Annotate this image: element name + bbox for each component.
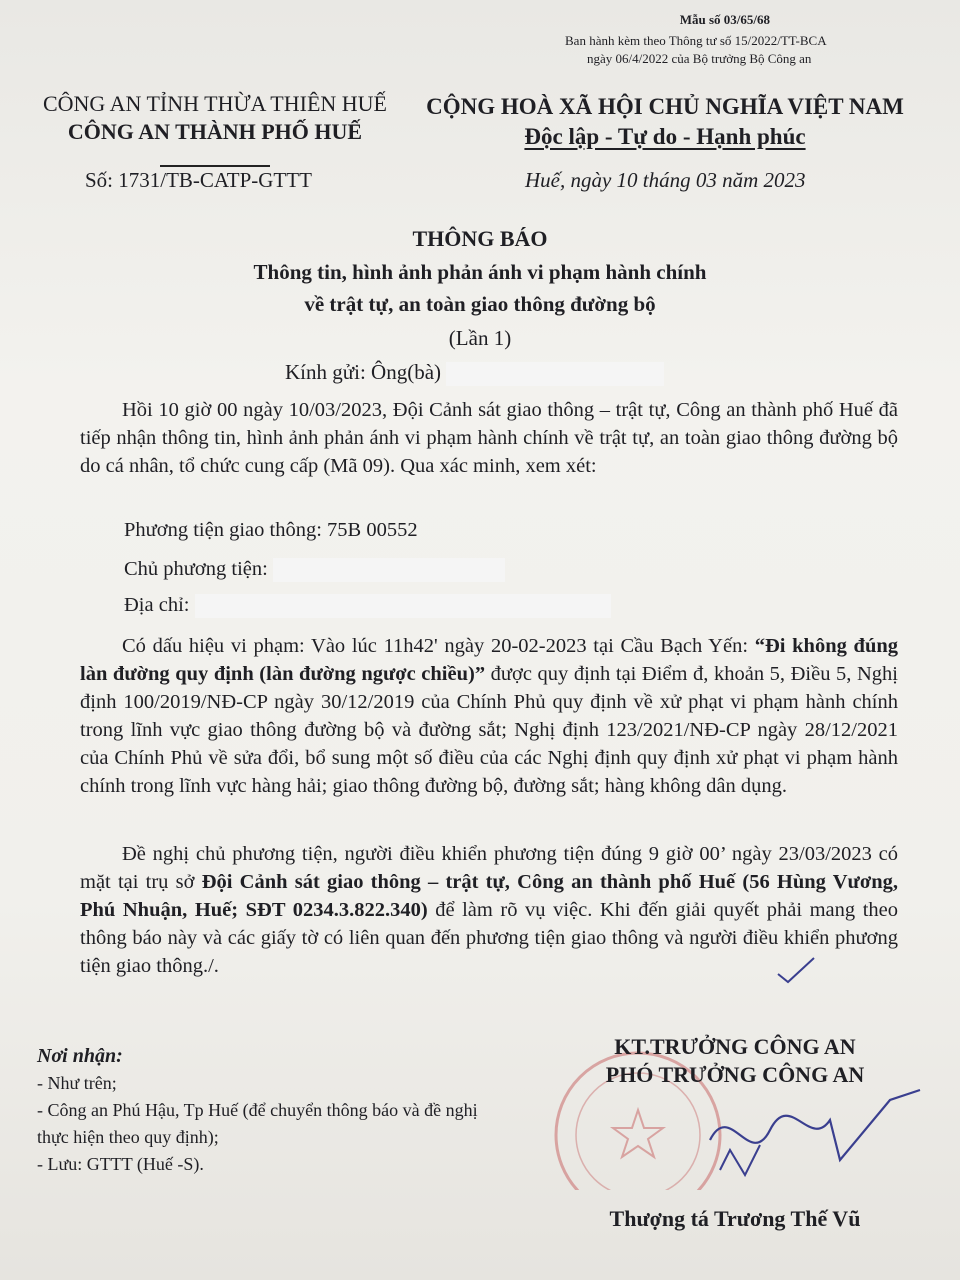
subtitle-line-2: về trật tự, an toàn giao thông đường bộ [304,292,656,316]
attempt-number: (Lần 1) [448,326,512,350]
document-subtitle [0,256,960,320]
recipient-redaction [446,362,664,386]
nation-line-1: CỘNG HOÀ XÃ HỘI CHỦ NGHĨA VIỆT NAM [426,94,904,119]
agency-line-2: CÔNG AN THÀNH PHỐ HUẾ [67,119,363,144]
request-start: Đề nghị chủ phương tiện, người điều khiển phương tiện đúng 9 giờ 00’ ngày 23/03/2023 có mặt tại trụ sở [80,843,898,893]
form-number: Mẫu số 03/65/68 [679,12,770,27]
agency-underline [160,165,270,167]
agency-line-1: CÔNG AN TỈNH THỪA THIÊN HUẾ [42,91,387,116]
recipients-item: - Như trên; [37,1073,117,1093]
intro-text: Hồi 10 giờ 00 ngày 10/03/2023, Đội Cảnh sát giao thông – trật tự, Công an thành phố Huế đã tiếp nhận thông tin, hình ảnh phản ánh vi phạm hành chính về trật tự, an toàn giao thông đường bộ do cá nhân, tổ chức cung cấp (Mã 09). Qua xác minh, xem xét: [80,399,898,477]
recipient-line [285,360,664,386]
national-header [420,92,910,152]
document-number: Số: 1731/TB-CATP-GTTT [85,168,312,192]
initial-tick-mark [774,952,834,992]
owner-label: Chủ phương tiện: [124,558,268,580]
recipients-heading: Nơi nhận: [37,1045,123,1067]
violation-text [80,632,898,800]
handwritten-signature [690,1080,930,1190]
recipients-item: - Công an Phú Hậu, Tp Huế (để chuyển thông báo và đề nghị thực hiện theo quy định); [37,1100,478,1147]
owner-line [124,558,505,582]
request-end: để làm rõ vụ việc. Khi đến giải quyết phải mang theo thông báo này và các giấy tờ có liên quan đến phương tiện giao thông và người điều khiển phương tiện giao thông./. [80,899,898,977]
document-date: Huế, ngày 10 tháng 03 năm 2023 [525,168,806,192]
subtitle-line-1: Thông tin, hình ảnh phản ánh vi phạm hành chính [253,260,707,284]
owner-redaction [273,558,505,582]
address-label: Địa chỉ: [124,594,190,616]
violation-intro: Có dấu hiệu vi phạm: Vào lúc 11h42' ngày 20-02-2023 tại Cầu Bạch Yến: [122,635,749,657]
violation-legal-basis: được quy định tại Điểm đ, khoản 5, Điều 5, Nghị định 100/2019/NĐ-CP ngày 30/12/2019 của Chính Phủ quy định về xử phạt vi phạm hành chính trong lĩnh vực giao thông đường bộ và đường sắt; Nghị định 123/2021/NĐ-CP ngày 28/12/2021 của Chính Phủ về sửa đổi, bổ sung một số điều của các Nghị định quy định xử phạt vi phạm hành chính trong lĩnh vực hàng hải; giao thông đường bộ, đường sắt; hàng không dân dụng. [80,663,898,797]
vehicle-line: Phương tiện giao thông: 75B 00552 [124,519,418,541]
address-line [124,594,611,618]
request-location: Đội Cảnh sát giao thông – trật tự, Công an thành phố Huế (56 Hùng Vương, Phú Nhuận, Huế; SĐT 0234.3.822.340) [80,871,898,921]
form-note [565,32,925,68]
violation-description: “Đi không đúng làn đường quy định (làn đường ngược chiều)” [80,635,898,685]
recipients-block [37,1043,507,1178]
signature-title-2: PHÓ TRƯỞNG CÔNG AN [605,1062,865,1087]
address-redaction [195,594,611,618]
signer-name: Thượng tá Trương Thế Vũ [609,1206,861,1231]
recipients-item: - Lưu: GTTT (Huế -S). [37,1154,204,1174]
form-note-line-2: ngày 06/4/2022 của Bộ trưởng Bộ Công an [587,51,812,66]
form-note-line-1: Ban hành kèm theo Thông tư số 15/2022/TT-BCA [565,33,827,48]
intro-paragraph [80,396,898,480]
violation-paragraph [80,632,898,800]
recipient-label: Kính gửi: Ông(bà) [285,360,442,384]
issuing-agency [25,90,405,174]
document-title: THÔNG BÁO [412,226,548,251]
nation-motto: Độc lập - Tự do - Hạnh phúc [524,124,806,149]
signature-title-1: KT.TRƯỞNG CÔNG AN [614,1034,856,1059]
